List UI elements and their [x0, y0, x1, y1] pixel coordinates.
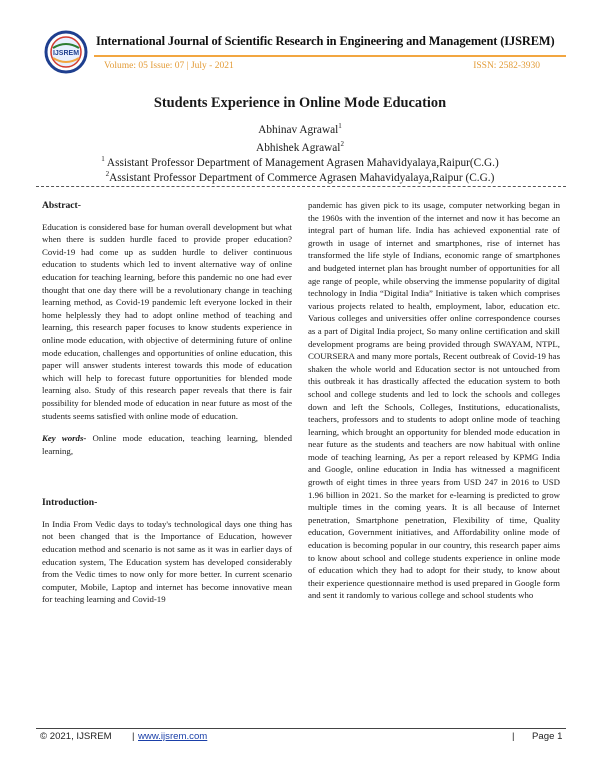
keywords-label: Key words- — [42, 433, 87, 444]
introduction-body-right: pandemic has given pick to its usage, computer networking began in the 1960s with the invention of the internet and now it has become an integral part of human life. India has achieved exponential rate of growth in usage of internet and smartphones, rise of internet has transformed the life style of Indians, economic range of smartphones and budgeted internet plan has brought number of opportunities for all age range of people, while observing the immense popularity of digital technology in India “Digital India” Initiative is taken which comprises various projects related to health, employment, labor, education etc. Various colleges and universities offer online correspondence courses as a part of Digital India project, So many online certification and skill development programs are being provided through SWAYAM, NTPL, COURSERA and many more portals, Recent outbreak of Covid-19 has shaken the whole world and Education sector is not untouched from this outbreak it has drastically affected the education system to both school and college students and led to lock the schools and colleges down and left the Schools, Colleges, Institutions, educationalists, teachers, professors and to students to adopt online mode of teaching learning, which brought an opportunity for blended mode education in near future as the students and teachers are now habitual with online mode of teaching learning, As per a report released by KPMG India and Google, online education in India has witnessed a magnificent growth of eight times in three years from USD 247 in 2016 to USD 1.96 billion in 2021. So the market for e-learning is predicted to grow multiple times in the coming years. It is all because of Internet penetration, Smartphone penetration, Flexibility of time, Quality education, Government initiatives, and Affordability online mode of education is becoming popular in our country, this research paper aims to know about school and college students experience in online mode of education which they had to adopt for their study, to know about their experience questionnaire method is used prepared in Google form and sent it randomly to various college and school students who — [308, 200, 560, 601]
header-rule — [94, 55, 566, 57]
affiliation-1 — [0, 155, 600, 169]
keywords-text: Online mode education, teaching learning, blended learning, — [42, 433, 292, 456]
footer-separator-2: | — [512, 731, 515, 742]
affiliation-1-text: Assistant Professor Department of Management Agrasen Mahavidyalaya,Raipur(C.G.) — [104, 156, 499, 169]
abstract-body: Education is considered base for human overall development but what when there is sudden hurdle faced to provide proper education? Covid-19 had come up as sudden hurdle to deliver continuous education to students which led to invent alternative way of online education for teaching learning, before this pandemic no one had ever thought that one day there will be a revolutionary change in teaching learning method, as Covid-19 pandemic left everyone locked in their home helplessly they had to adopt online method of teaching and learning, this research paper focuses to know students experience in online mode education, with objective of determining future of online mode education, challenges and opportunities of online education, this paper will answer students interest towards this mode of education which will help to forecast future opportunities for blended mode learning also. Study of this research paper reveals that there is fair possibility for blended mode of education in near future as most of the students seems satisfied with online mode of education. — [42, 221, 292, 421]
journal-header — [36, 26, 566, 78]
dashed-separator — [36, 186, 566, 187]
affiliation-2 — [0, 170, 600, 184]
affiliation-2-sup: 2 — [105, 170, 110, 178]
author-1-sup: 1 — [338, 122, 342, 130]
paper-title: Students Experience in Online Mode Education — [153, 95, 447, 111]
footer-website-link[interactable]: www.ijsrem.com — [138, 731, 208, 742]
issn: ISSN: 2582-3930 — [473, 61, 540, 71]
author-2-sup: 2 — [340, 140, 344, 148]
author-1 — [0, 122, 600, 136]
affiliation-2-text: Assistant Professor Department of Commerce Agrasen Mahavidyalaya,Raipur (C.G.) — [109, 171, 495, 184]
author-2 — [0, 140, 600, 154]
introduction-body-left: In India From Vedic days to today's technological days one thing has not been changed that is the Importance of Education, however education method and scenario is not same as it was in earlier days of education system, The Education system has developed considerably from the Vedic times to now only for more better. In current scenario computer, Mobile, Laptop and internet has become innovative mean for teaching learning and Covid-19 — [42, 518, 292, 605]
footer-rule — [36, 728, 566, 729]
author-2-name: Abhishek Agrawal — [256, 141, 341, 154]
keywords — [42, 432, 292, 457]
abstract-heading: Abstract- — [42, 200, 81, 211]
author-1-name: Abhinav Agrawal — [258, 123, 339, 136]
footer-separator-1: | — [132, 731, 135, 742]
footer-copyright: © 2021, IJSREM — [40, 731, 112, 742]
footer-page-number: Page 1 — [532, 731, 563, 742]
volume-info: Volume: 05 Issue: 07 | July - 2021 — [104, 61, 234, 71]
affiliation-1-sup: 1 — [101, 155, 105, 163]
journal-title: International Journal of Scientific Research in Engineering and Management (IJSREM) — [96, 34, 555, 48]
ijsrem-logo-icon — [44, 30, 88, 74]
introduction-heading: Introduction- — [42, 497, 98, 509]
left-column — [42, 196, 292, 606]
logo-text: IJSREM — [52, 50, 80, 57]
right-column — [308, 199, 560, 602]
